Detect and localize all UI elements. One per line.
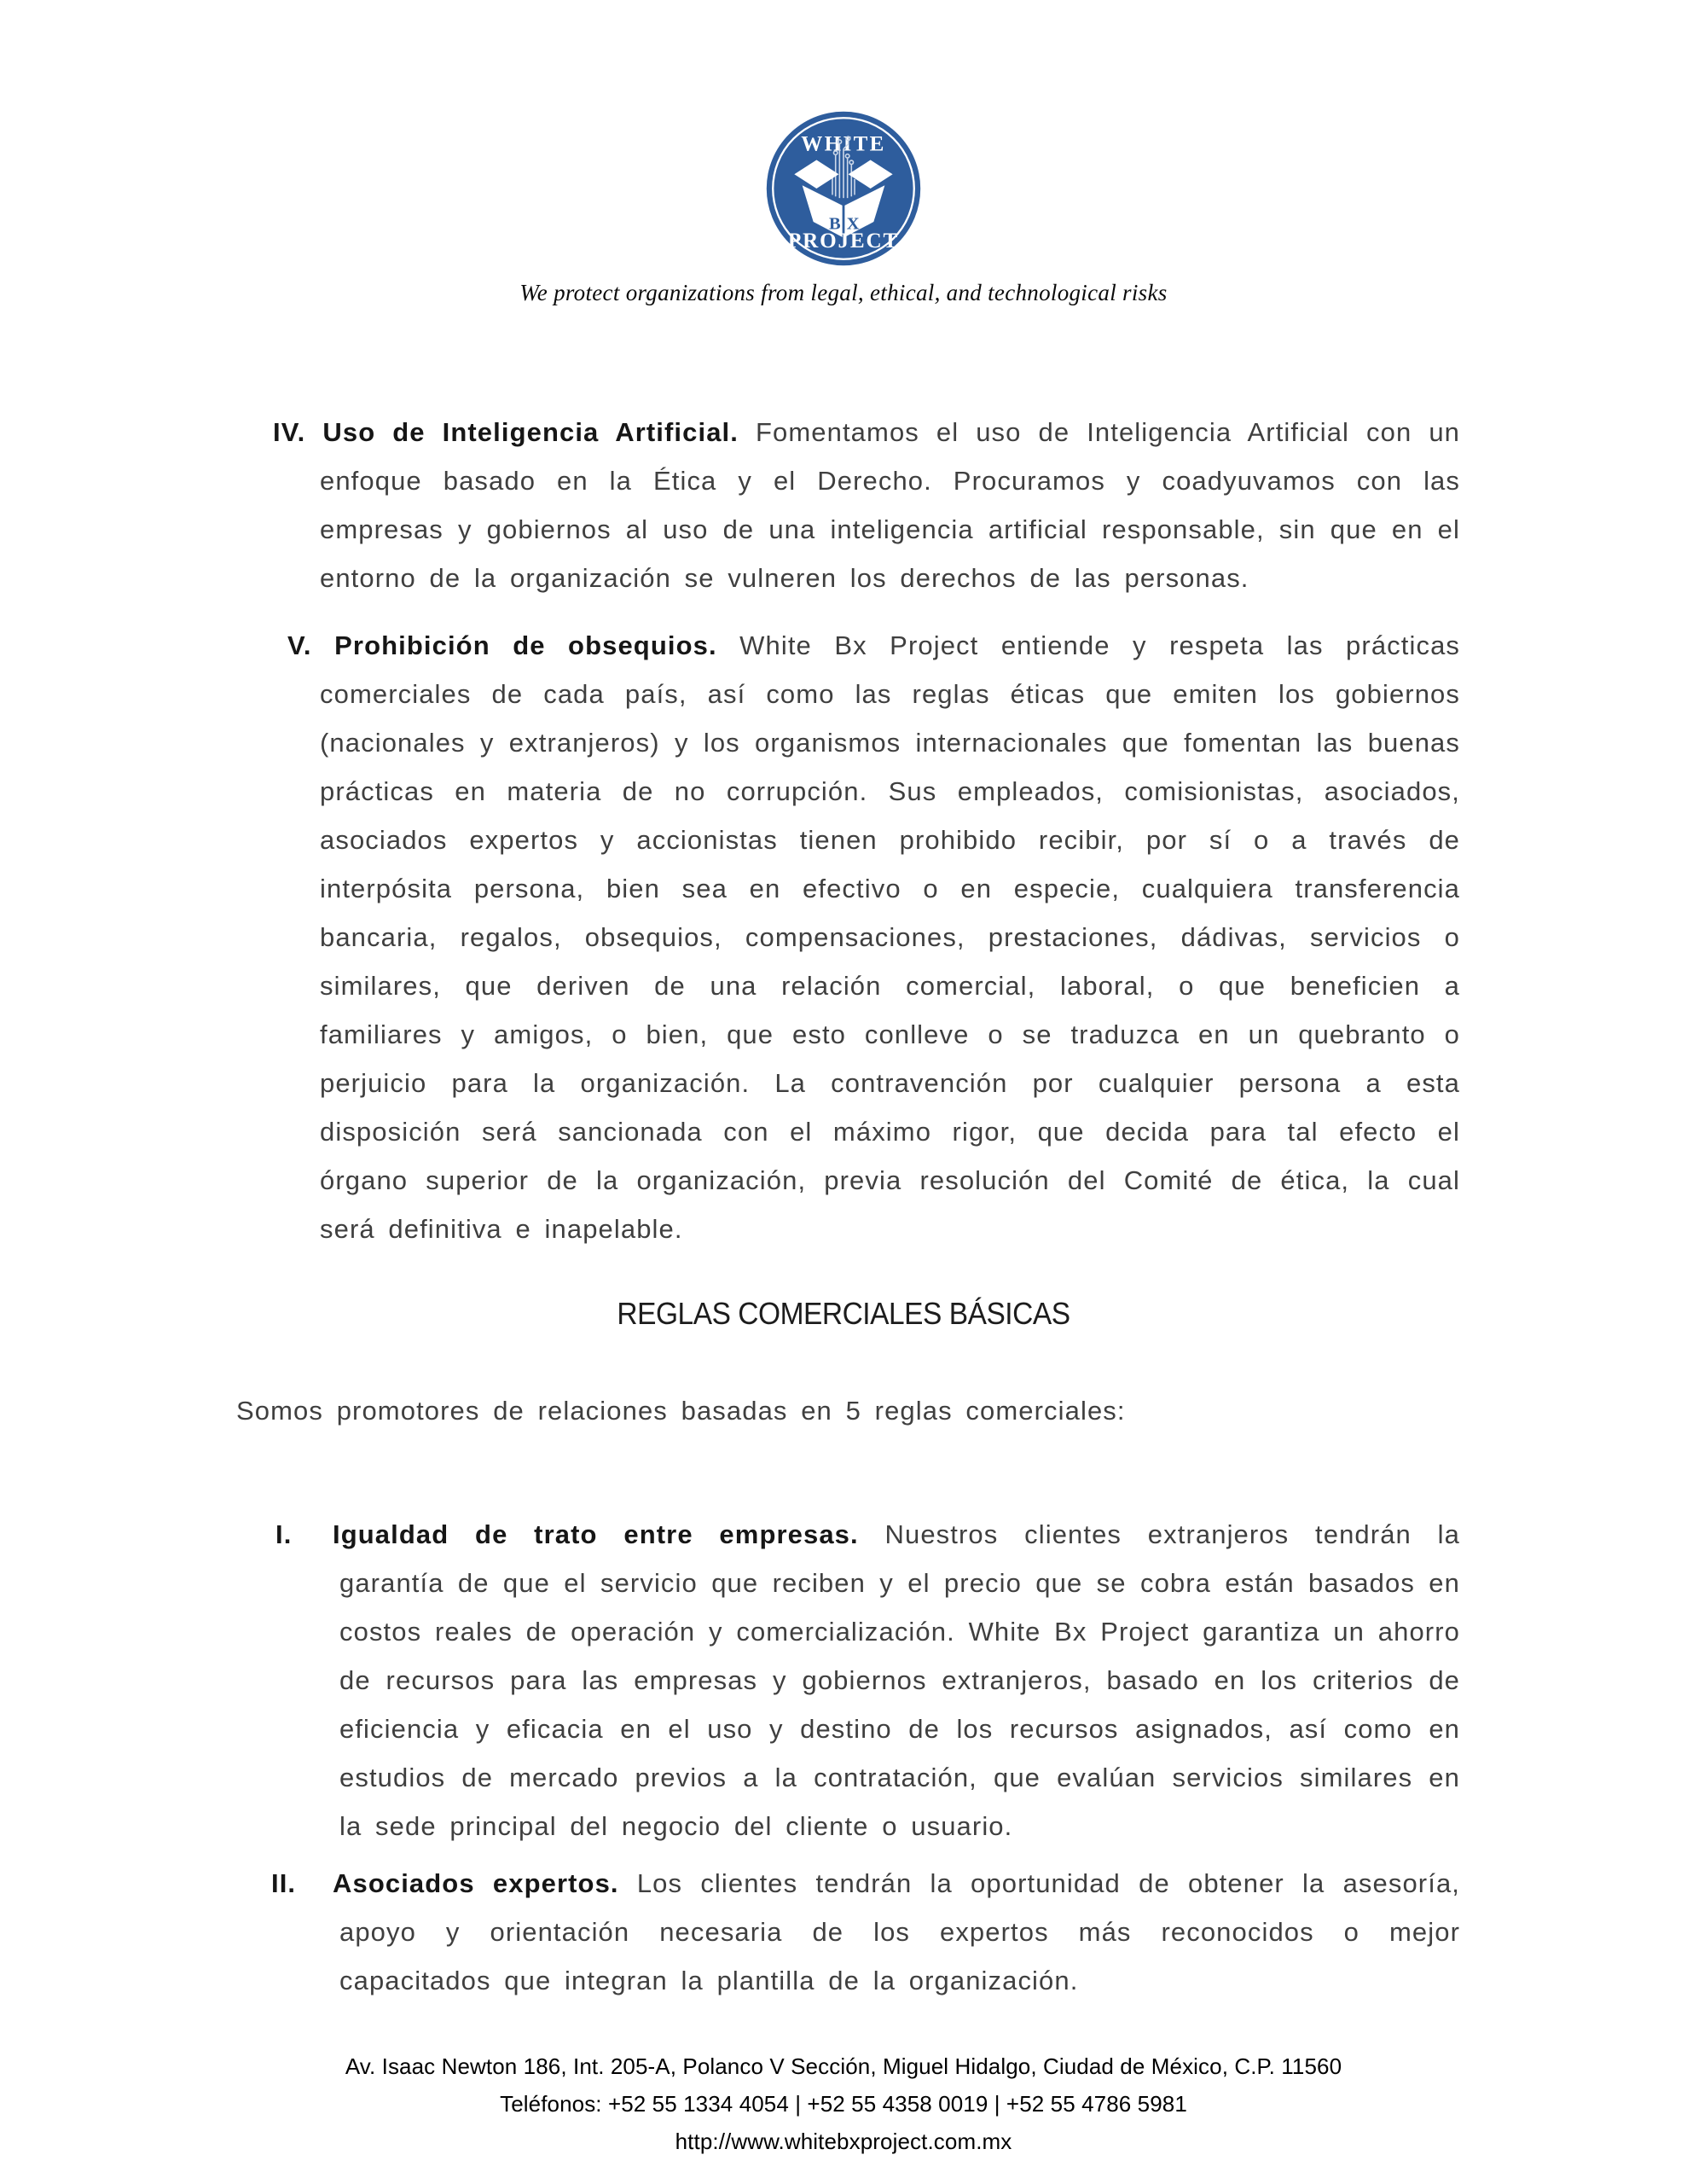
logo-letter-right: X: [846, 214, 860, 234]
logo-wordmark-bottom: PROJECT: [787, 229, 900, 253]
item-lead: Prohibición de obsequios.: [334, 630, 717, 660]
brand-logo-icon: [764, 109, 923, 268]
item-body: Los clientes tendrán la oportunidad de obtener la asesoría, apoyo y orientación necesaria de los expertos más reconocidos o mejor capacitados que integran la plantilla de la organización.: [339, 1868, 1461, 1995]
footer-phones: Teléfonos: +52 55 1334 4054 | +52 55 4358 0019 | +52 55 4786 5981: [500, 2091, 1187, 2117]
list-marker: IV.: [273, 417, 306, 447]
list-marker: V.: [287, 630, 312, 660]
list-marker: II.: [271, 1868, 297, 1898]
section-heading: REGLAS COMERCIALES BÁSICAS: [617, 1296, 1070, 1331]
brand-header: [0, 109, 1687, 307]
page-footer: [0, 2048, 1687, 2160]
logo-letter-left: B: [828, 214, 841, 234]
item-body: Nuestros clientes extranjeros tendrán la garantía de que el servicio que reciben y el precio que se cobra están basados en costos reales de operación y comercialización. White Bx Project garantiza un ahorro de recursos para las empresas y gobiernos extranjeros, basado en los criterios de eficiencia y eficacia en el uso y destino de los recursos asignados, así como en estudios de mercado previos a la contratación, que evalúan servicios similares en la sede principal del negocio del cliente o usuario.: [339, 1519, 1460, 1841]
footer-website-link[interactable]: http://www.whitebxproject.com.mx: [675, 2129, 1012, 2154]
footer-address: Av. Isaac Newton 186, Int. 205-A, Polanco V Sección, Miguel Hidalgo, Ciudad de México, C.P. 11560: [345, 2053, 1342, 2079]
item-lead: Igualdad de trato entre empresas.: [333, 1519, 859, 1549]
logo-wordmark-top: WHITE: [801, 132, 886, 156]
brand-tagline: We protect organizations from legal, ethical, and technological risks: [519, 280, 1168, 305]
ethics-item-iv: [256, 408, 1460, 602]
rule-item-i: [256, 1510, 1460, 1850]
list-marker: I.: [275, 1519, 293, 1549]
item-body: White Bx Project entiende y respeta las prácticas comerciales de cada país, así como las reglas éticas que emiten los gobiernos (nacionales y extranjeros) y los organismos internacionales que fomentan las buenas prácticas en materia de no corrupción. Sus empleados, comisionistas, asociados, asociados expertos y accionistas tienen prohibido recibir, por sí o a través de interpósita persona, bien sea en efectivo o en especie, cualquiera transferencia bancaria, regalos, obsequios, compensaciones, prestaciones, dádivas, servicios o similares, que deriven de una relación comercial, laboral, o que beneficien a familiares y amigos, o bien, que esto conlleve o se traduzca en un quebranto o perjuicio para la organización. La contravención por cualquier persona a esta disposición será sancionada con el máximo rigor, que decida para tal efecto el órgano superior de la organización, previa resolución del Comité de ética, la cual será definitiva e inapelable.: [320, 630, 1461, 1244]
item-lead: Asociados expertos.: [333, 1868, 619, 1898]
document-body: [0, 408, 1687, 2005]
rule-item-ii: [256, 1859, 1460, 2005]
ethics-item-v: [256, 621, 1460, 1253]
item-lead: Uso de Inteligencia Artificial.: [322, 417, 739, 447]
section-intro: Somos promotores de relaciones basadas en 5 reglas comerciales:: [236, 1396, 1126, 1426]
item-body: Fomentamos el uso de Inteligencia Artificial con un enfoque basado en la Ética y el Derecho. Procuramos y coadyuvamos con las empresas y gobiernos al uso de una inteligencia artificial responsable, sin que en el entorno de la organización se vulneren los derechos de las personas.: [320, 417, 1461, 593]
